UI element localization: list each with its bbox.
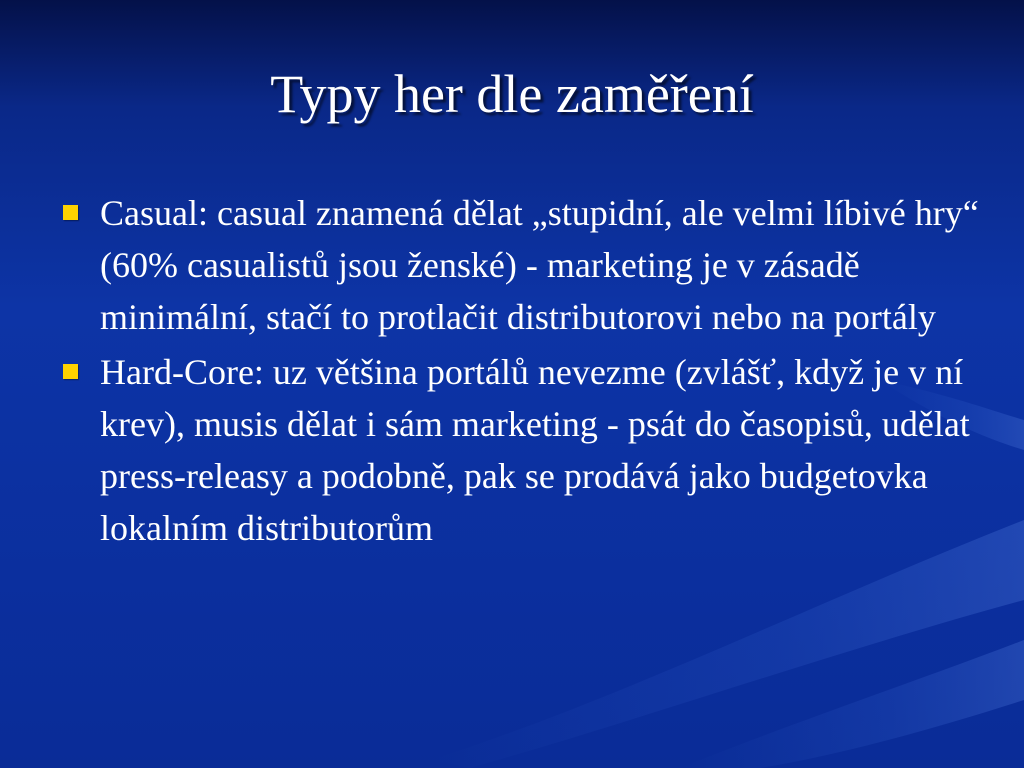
slide-title: Typy her dle zaměření bbox=[270, 64, 754, 124]
square-bullet-icon bbox=[63, 205, 78, 220]
bullet-item-casual bbox=[100, 187, 980, 343]
bullet-item-hardcore bbox=[100, 346, 980, 554]
bullet-list bbox=[100, 187, 980, 557]
bullet-text: Hard-Core: uz většina portálů nevezme (zvlášť, když je v ní krev), musis dělat i sám marketing - psát do časopisů, udělat press-releasy a podobně, pak se prodává jako budgetovka lokalním distributorům bbox=[100, 352, 970, 548]
square-bullet-icon bbox=[63, 364, 78, 379]
bullet-text: Casual: casual znamená dělat „stupidní, ale velmi líbivé hry“ (60% casualistů jsou ženské) - marketing je v zásadě minimální, stačí to protlačit distributorovi nebo na portály bbox=[100, 193, 979, 337]
